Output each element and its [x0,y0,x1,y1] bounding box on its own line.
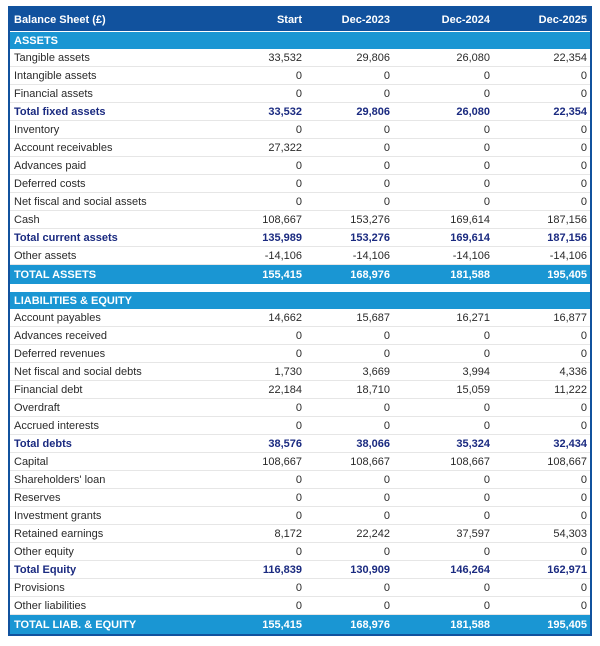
row-value-col3: 0 [483,419,490,432]
row-label: Account receivables [14,141,113,154]
row-value-col3: 26,080 [456,51,490,64]
row-value-col3: 0 [483,195,490,208]
row-label: Other liabilities [14,599,87,612]
col-header-start: Start [276,13,302,26]
table-row-other-assets [10,247,590,265]
table-row-net-fiscal-and-social-assets [10,193,590,211]
section-header-assets [10,31,590,49]
row-value-col4: 11,222 [554,383,587,396]
row-label: Investment grants [14,509,102,522]
row-value-col4: 0 [580,401,587,414]
row-value-col4: 4,336 [559,365,587,378]
col-header-dec-2023: Dec-2023 [341,13,390,26]
row-value-col4: 195,405 [547,268,587,281]
row-value-col3: 0 [483,141,490,154]
row-label: Reserves [14,491,61,504]
row-value-col2: 0 [383,545,390,558]
row-value-col3: 0 [483,329,490,342]
table-body [10,31,590,634]
row-value-col1: -14,106 [264,249,302,262]
table-row-financial-assets [10,85,590,103]
row-value-col1: 0 [295,123,302,136]
row-value-col4: 0 [580,509,587,522]
row-value-col4: 187,156 [547,231,587,244]
row-value-col2: 153,276 [350,231,390,244]
row-value-col4: 162,971 [547,563,587,576]
row-label: Account payables [14,311,101,324]
row-value-col1: 1,730 [274,365,302,378]
table-row-other-equity [10,543,590,561]
row-value-col3: 146,264 [450,563,490,576]
table-row-shareholders-loan [10,471,590,489]
row-value-col2: 18,710 [356,383,390,396]
row-value-col3: 108,667 [450,455,490,468]
row-value-col4: 0 [580,123,587,136]
row-value-col4: 0 [580,599,587,612]
row-label: Net fiscal and social debts [14,365,142,378]
row-label: Inventory [14,123,60,136]
row-value-col4: 32,434 [553,437,587,450]
row-value-col1: 8,172 [274,527,302,540]
row-label: Capital [14,455,49,468]
row-value-col3: 26,080 [456,105,490,118]
row-value-col3: 37,597 [456,527,490,540]
row-value-col4: 0 [580,545,587,558]
row-value-col2: 0 [383,581,390,594]
row-value-col4: 187,156 [547,213,587,226]
row-value-col2: 0 [383,123,390,136]
row-value-col2: 0 [383,177,390,190]
row-value-col4: 0 [580,195,587,208]
row-label: Deferred costs [14,177,86,190]
row-value-col2: 0 [383,87,390,100]
row-label: Financial debt [14,383,83,396]
row-value-col2: 22,242 [356,527,390,540]
row-value-col3: 0 [483,347,490,360]
row-value-col3: 15,059 [456,383,490,396]
row-value-col1: 0 [295,491,302,504]
row-label: Financial assets [14,87,93,100]
row-label: Overdraft [14,401,60,414]
row-value-col2: 0 [383,195,390,208]
row-value-col1: 0 [295,509,302,522]
row-value-col1: 22,184 [268,383,302,396]
table-row-retained-earnings [10,525,590,543]
subtotal-row-total-fixed-assets [10,103,590,121]
table-row-intangible-assets [10,67,590,85]
row-label: Total Equity [14,563,77,576]
table-row-cash [10,211,590,229]
row-value-col2: 3,669 [362,365,390,378]
row-value-col4: 54,303 [553,527,587,540]
total-row-total-assets [10,265,590,284]
row-value-col2: 0 [383,141,390,154]
table-header-row [10,8,590,31]
table-row-other-liabilities [10,597,590,615]
row-value-col1: 14,662 [268,311,302,324]
row-value-col4: 0 [580,491,587,504]
row-value-col3: 0 [483,177,490,190]
row-value-col2: 0 [383,347,390,360]
subtotal-row-total-equity [10,561,590,579]
row-value-col4: 0 [580,159,587,172]
balance-sheet-table [8,6,592,636]
row-value-col4: 22,354 [553,51,587,64]
row-value-col3: 0 [483,581,490,594]
table-row-inventory [10,121,590,139]
table-row-accrued-interests [10,417,590,435]
table-row-net-fiscal-and-social-debts [10,363,590,381]
subtotal-row-total-debts [10,435,590,453]
row-value-col4: 108,667 [547,455,587,468]
table-row-tangible-assets [10,49,590,67]
row-value-col1: 0 [295,159,302,172]
row-label: Advances paid [14,159,87,172]
row-value-col1: 116,839 [262,563,302,576]
row-value-col3: 169,614 [450,213,490,226]
row-value-col1: 0 [295,581,302,594]
row-value-col1: 135,989 [262,231,302,244]
row-value-col4: 16,877 [553,311,587,324]
row-value-col1: 0 [295,599,302,612]
row-value-col3: 0 [483,491,490,504]
row-label: Retained earnings [14,527,104,540]
row-value-col4: 195,405 [547,618,587,631]
table-title: Balance Sheet (£) [14,13,106,26]
row-value-col1: 33,532 [268,51,302,64]
row-value-col4: 0 [580,419,587,432]
table-row-investment-grants [10,507,590,525]
row-value-col4: -14,106 [549,249,587,262]
row-label: Tangible assets [14,51,90,64]
table-row-capital [10,453,590,471]
row-value-col3: 0 [483,87,490,100]
table-row-financial-debt [10,381,590,399]
row-value-col3: 0 [483,509,490,522]
row-value-col4: 0 [580,141,587,154]
row-value-col2: 0 [383,419,390,432]
row-value-col2: 0 [383,329,390,342]
row-value-col1: 27,322 [268,141,302,154]
row-value-col4: 0 [580,69,587,82]
table-row-account-receivables [10,139,590,157]
table-row-deferred-revenues [10,345,590,363]
row-value-col4: 0 [580,329,587,342]
row-value-col1: 0 [295,401,302,414]
row-value-col1: 0 [295,177,302,190]
row-value-col1: 108,667 [262,455,302,468]
row-value-col1: 38,576 [268,437,302,450]
row-value-col2: 0 [383,473,390,486]
row-value-col3: 0 [483,473,490,486]
row-value-col1: 108,667 [262,213,302,226]
row-value-col1: 0 [295,69,302,82]
section-gap [10,284,590,291]
total-row-label: TOTAL LIAB. & EQUITY [14,618,137,631]
row-value-col4: 0 [580,87,587,100]
table-row-reserves [10,489,590,507]
subtotal-row-total-current-assets [10,229,590,247]
row-value-col1: 155,415 [262,268,302,281]
table-row-provisions [10,579,590,597]
row-value-col1: 0 [295,347,302,360]
row-value-col2: 108,667 [350,455,390,468]
row-value-col3: 0 [483,123,490,136]
row-value-col2: 15,687 [356,311,390,324]
row-label: Other equity [14,545,74,558]
row-label: Total fixed assets [14,105,106,118]
row-value-col2: -14,106 [352,249,390,262]
table-row-account-payables [10,309,590,327]
row-value-col2: 153,276 [350,213,390,226]
row-value-col1: 33,532 [268,105,302,118]
row-value-col1: 0 [295,195,302,208]
row-value-col2: 130,909 [350,563,390,576]
table-row-advances-paid [10,157,590,175]
row-value-col3: -14,106 [452,249,490,262]
row-value-col3: 3,994 [462,365,490,378]
row-value-col3: 35,324 [456,437,490,450]
row-value-col4: 0 [580,581,587,594]
total-row-label: TOTAL ASSETS [14,268,97,281]
row-value-col3: 0 [483,545,490,558]
row-label: Cash [14,213,40,226]
total-row-total-liab-equity [10,615,590,634]
row-value-col2: 168,976 [350,618,390,631]
row-value-col1: 0 [295,473,302,486]
row-label: Deferred revenues [14,347,106,360]
section-title: ASSETS [14,34,59,47]
row-value-col2: 0 [383,491,390,504]
row-label: Total current assets [14,231,118,244]
row-value-col1: 0 [295,87,302,100]
table-row-advances-received [10,327,590,345]
row-value-col4: 22,354 [553,105,587,118]
section-title: LIABILITIES & EQUITY [14,294,132,307]
row-value-col2: 0 [383,69,390,82]
row-value-col3: 0 [483,159,490,172]
col-header-dec-2025: Dec-2025 [538,13,587,26]
row-value-col3: 0 [483,401,490,414]
row-value-col2: 0 [383,509,390,522]
row-value-col3: 16,271 [456,311,490,324]
row-value-col4: 0 [580,177,587,190]
row-value-col1: 0 [295,545,302,558]
row-value-col3: 169,614 [450,231,490,244]
row-label: Total debts [14,437,72,450]
row-label: Intangible assets [14,69,97,82]
table-row-overdraft [10,399,590,417]
row-value-col3: 0 [483,69,490,82]
row-label: Accrued interests [14,419,99,432]
row-label: Advances received [14,329,107,342]
row-label: Shareholders' loan [14,473,106,486]
row-value-col2: 38,066 [356,437,390,450]
row-value-col1: 155,415 [262,618,302,631]
table-row-deferred-costs [10,175,590,193]
row-value-col1: 0 [295,329,302,342]
row-value-col2: 29,806 [356,51,390,64]
col-header-dec-2024: Dec-2024 [441,13,490,26]
row-label: Provisions [14,581,65,594]
row-value-col3: 0 [483,599,490,612]
row-value-col4: 0 [580,347,587,360]
row-label: Net fiscal and social assets [14,195,147,208]
row-value-col2: 0 [383,401,390,414]
row-value-col3: 181,588 [450,268,490,281]
row-value-col4: 0 [580,473,587,486]
section-header-liabilities-equity [10,291,590,309]
row-value-col2: 0 [383,599,390,612]
row-value-col3: 181,588 [450,618,490,631]
row-value-col2: 168,976 [350,268,390,281]
row-label: Other assets [14,249,77,262]
row-value-col2: 0 [383,159,390,172]
row-value-col2: 29,806 [356,105,390,118]
row-value-col1: 0 [295,419,302,432]
